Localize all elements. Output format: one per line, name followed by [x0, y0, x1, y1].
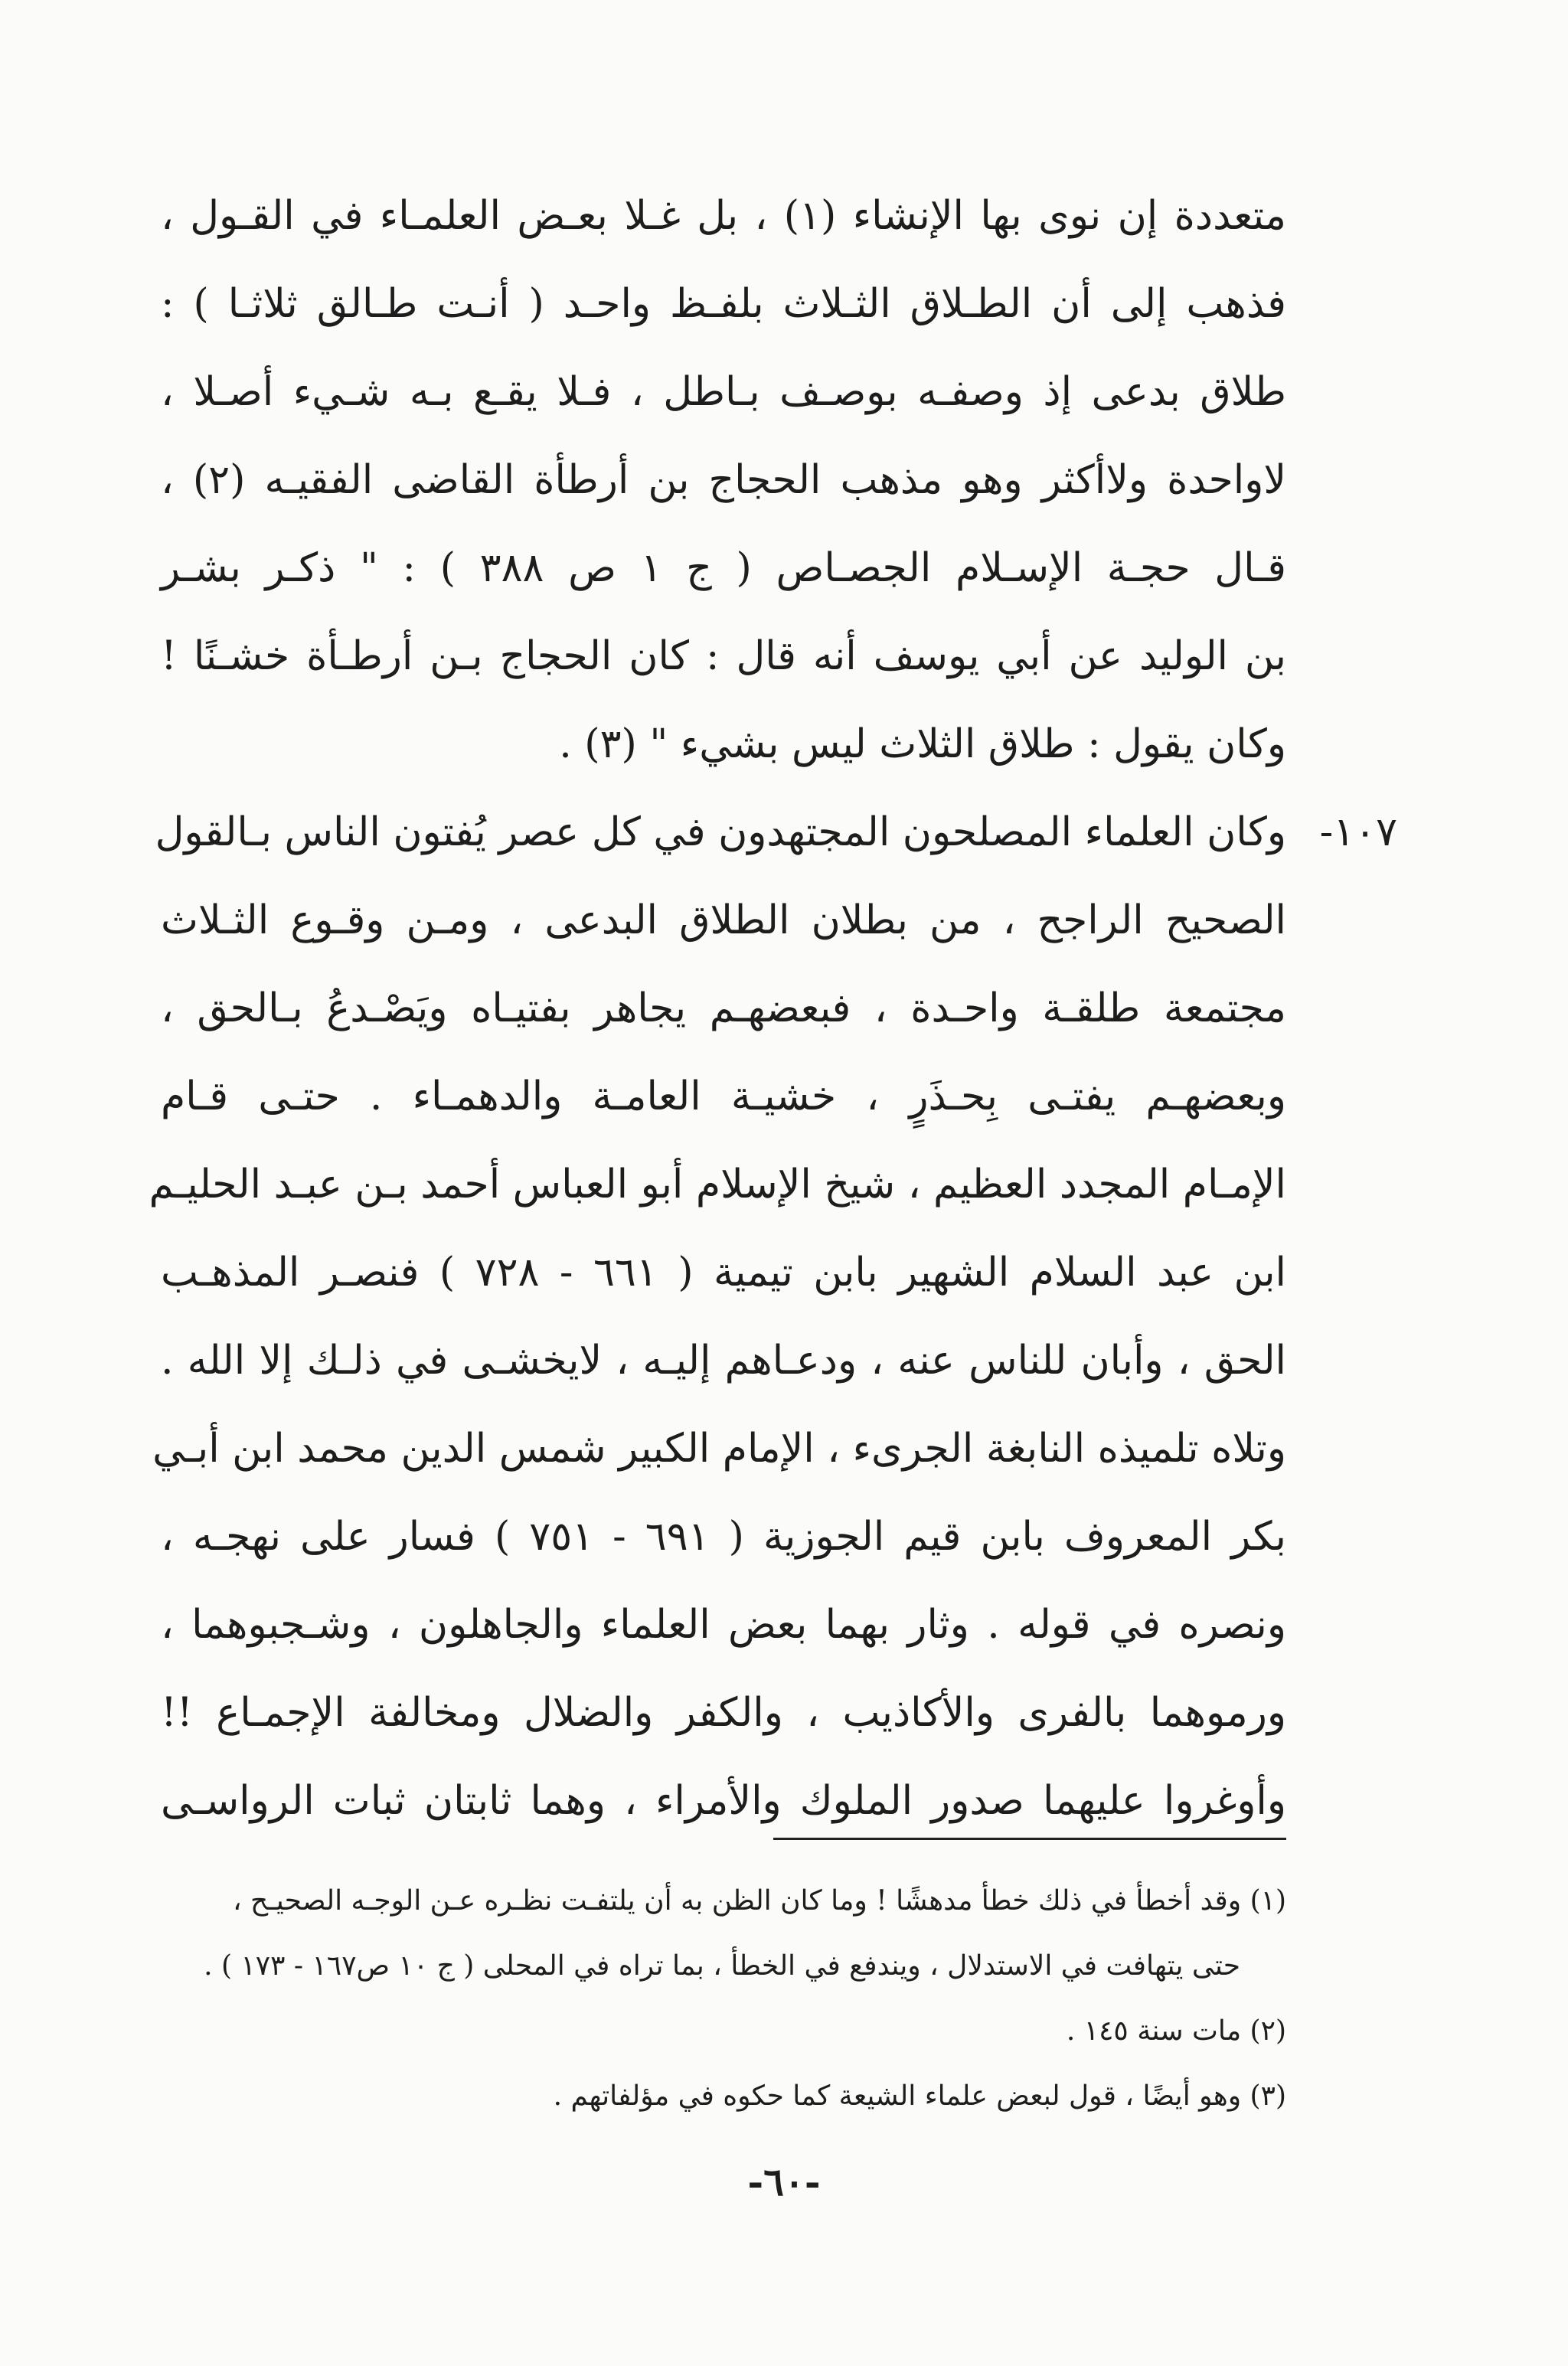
- body-line: قـال حجـة الإسـلام الجصـاص ( ج ١ ص ٣٨٨ ) : " ذكـر بشـر: [161, 545, 1287, 591]
- page-number: -٦٠-: [747, 2159, 821, 2204]
- paragraph-line: وتلاه تلميذه النابغة الجرىء ، الإمام الكبير شمس الدين محمد ابن أبـي: [152, 1426, 1286, 1472]
- body-line: فذهب إلى أن الطـلاق الثـلاث بلفـظ واحـد ( أنـت طـالق ثلاثـا ) :: [161, 281, 1286, 327]
- body-line: وكان يقول : طلاق الثلاث ليس بشيء " (٣) .: [559, 721, 1286, 767]
- paragraph-line: ورموهما بالفرى والأكاذيب ، والكفر والضلال ومخالفة الإجمـاع !!: [161, 1690, 1286, 1736]
- body-line: لاواحدة ولاأكثر وهو مذهب الحجاج بن أرطأة القاضى الفقيـه (٢) ،: [161, 457, 1286, 503]
- paragraph-line: الإمـام المجدد العظيم ، شيخ الإسلام أبو العباس أحمد بـن عبـد الحليـم: [149, 1162, 1286, 1208]
- paragraph-line: مجتمعة طلقـة واحـدة ، فبعضهـم يجاهر بفتيـاه ويَصْـدعُ بـالحق ،: [161, 985, 1286, 1031]
- paragraph-line: ابن عبد السلام الشهير بابن تيمية ( ٦٦١ - ٧٢٨ ) فنصـر المذهـب: [161, 1250, 1287, 1296]
- footnote: (٣) وهو أيضًا ، قول لبعض علماء الشيعة كما حكوه في مؤلفاتهم .: [553, 2080, 1286, 2112]
- paragraph-line: الصحيح الراجح ، من بطلان الطلاق البدعى ، ومـن وقـوع الثـلاث: [161, 897, 1286, 943]
- footnote-divider: [773, 1838, 1286, 1840]
- paragraph-line: وبعضهـم يفتـى بِحـذَرٍ ، خشيـة العامـة والدهمـاء . حتـى قـام: [161, 1074, 1286, 1119]
- paragraph-107-first-line: [155, 789, 1397, 877]
- footnote: (١) وقد أخطأ في ذلك خطأ مدهشًا ! وما كان الظن به أن يلتفـت نظـره عـن الوجـه الصحيـح ،: [232, 1885, 1286, 1917]
- body-line: بن الوليد عن أبي يوسف أنه قال : كان الحجاج بـن أرطـأة خشـنًا !: [161, 633, 1286, 679]
- footnote: (٢) مات سنة ١٤٥ .: [1066, 2015, 1286, 2047]
- paragraph-number: ١٠٧-: [1319, 809, 1397, 855]
- footnotes: [161, 1868, 1286, 2129]
- body-line: متعددة إن نوى بها الإنشاء (١) ، بل غـلا بعـض العلمـاء في القـول ،: [161, 193, 1286, 239]
- main-text: [149, 172, 1397, 1845]
- paragraph-line: وأوغروا عليهما صدور الملوك والأمراء ، وهما ثابتان ثبات الرواسـى: [161, 1778, 1286, 1824]
- footnote-continuation: حتى يتهافت في الاستدلال ، ويندفع في الخطأ ، بما تراه في المحلى ( ج ١٠ ص١٦٧ - ١٧٣ ) .: [204, 1950, 1240, 1982]
- paragraph-line: بكر المعروف بابن قيم الجوزية ( ٦٩١ - ٧٥١ ) فسار على نهجـه ،: [161, 1514, 1286, 1560]
- body-line: طلاق بدعى إذ وصفـه بوصـف بـاطل ، فـلا يقـع بـه شـيء أصـلا ،: [161, 369, 1286, 415]
- paragraph-line: ونصره في قوله . وثار بهما بعض العلماء والجاهلون ، وشـجبوهما ،: [161, 1602, 1286, 1648]
- paragraph-line: وكان العلماء المصلحون المجتهدون في كل عصر يُفتون الناس بـالقول: [155, 809, 1286, 855]
- paragraph-line: الحق ، وأبان للناس عنه ، ودعـاهم إليـه ، لايخشـى في ذلـك إلا الله .: [161, 1338, 1286, 1384]
